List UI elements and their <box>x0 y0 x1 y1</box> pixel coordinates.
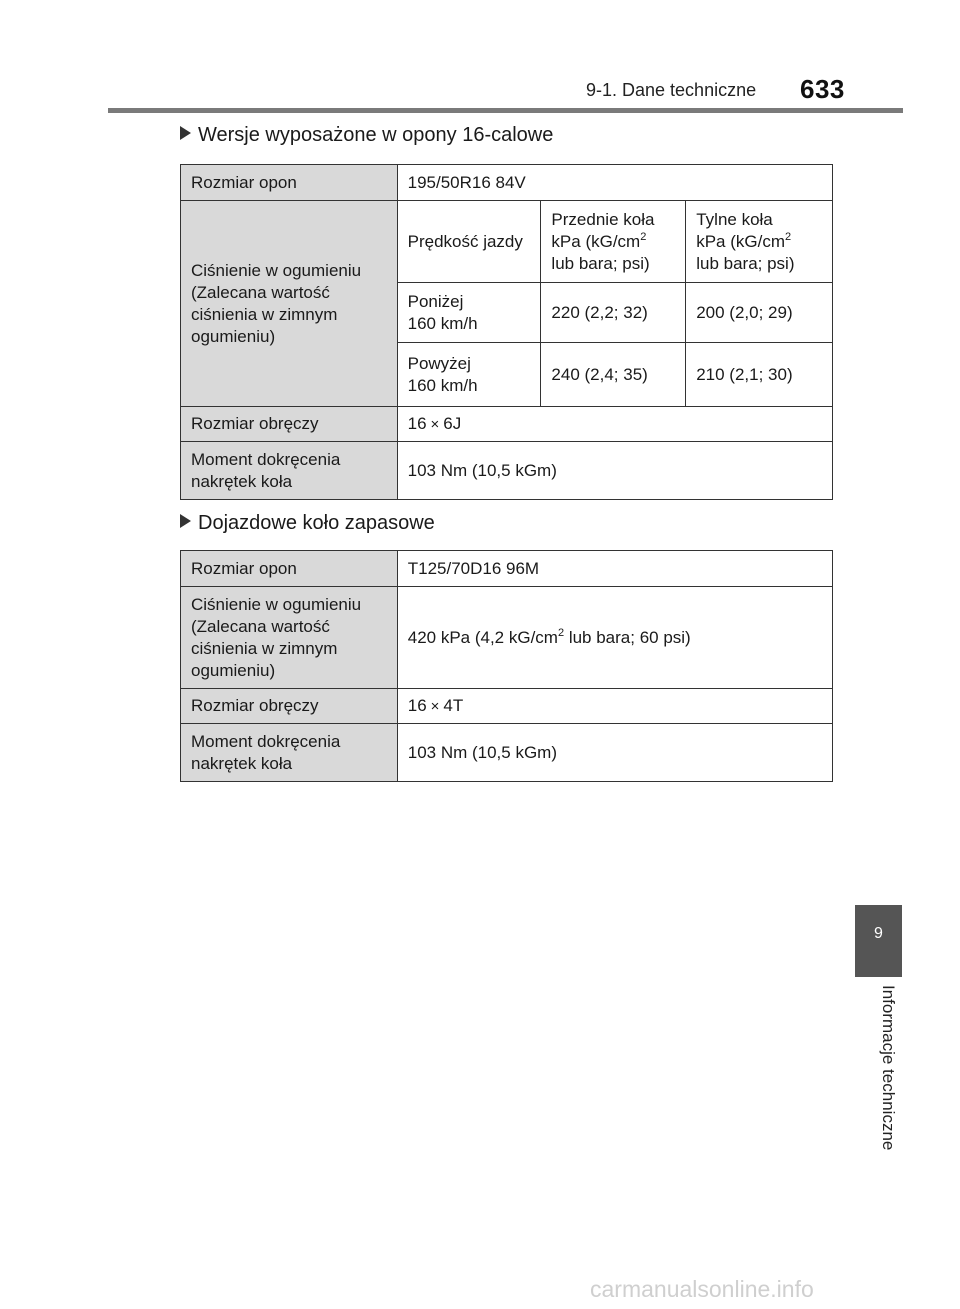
bullet-arrow-icon <box>180 126 191 140</box>
front-pressure-cell: 220 (2,2; 32) <box>541 283 686 343</box>
section-heading-spare-wheel <box>180 512 435 535</box>
pressure-label-line: ogumieniu) <box>191 326 276 346</box>
pressure-text: lub bara; 60 psi) <box>564 627 691 647</box>
pressure-text: 420 kPa (4,2 kG/cm <box>407 627 558 647</box>
superscript: 2 <box>785 230 792 243</box>
rim-size-value <box>397 407 832 442</box>
header-text: kPa (kG/cm <box>696 231 786 251</box>
header-text: kPa (kG/cm <box>551 231 641 251</box>
page-number: 633 <box>800 74 845 104</box>
rim-width: 4T <box>443 695 464 715</box>
torque-label-line: Moment dokręcenia <box>191 731 341 751</box>
speed-line: Powyżej <box>407 353 471 373</box>
tire-spec-table-16-inch <box>180 164 833 500</box>
table-row <box>181 689 833 724</box>
rear-pressure-cell: 200 (2,0; 29) <box>686 283 833 343</box>
table-row <box>181 165 833 201</box>
chapter-number: 9 <box>874 925 883 942</box>
rim-size-label: Rozmiar obręczy <box>181 407 398 442</box>
rim-diameter: 16 <box>407 695 427 715</box>
table-row <box>181 587 833 689</box>
header-line <box>551 231 677 253</box>
speed-header: Prędkość jazdy <box>397 201 541 283</box>
pressure-label-line: ciśnienia w zimnym <box>191 304 338 324</box>
rear-wheels-header <box>686 201 833 283</box>
torque-label-line: nakrętek koła <box>191 753 293 773</box>
chapter-tab <box>855 905 902 977</box>
times-icon: × <box>430 697 440 715</box>
header-rule <box>108 108 903 113</box>
header-line: Przednie koła <box>551 209 655 229</box>
chapter-label <box>878 985 898 1165</box>
speed-cell <box>397 343 541 407</box>
torque-value: 103 Nm (10,5 kGm) <box>397 442 832 500</box>
tire-size-label: Rozmiar opon <box>181 165 398 201</box>
tire-spec-table-spare <box>180 550 833 782</box>
chapter-label-text: Informacje techniczne <box>879 985 898 1151</box>
pressure-value <box>397 587 832 689</box>
tire-size-value: T125/70D16 96M <box>397 551 832 587</box>
rim-diameter: 16 <box>407 413 427 433</box>
pressure-label-line: ogumieniu) <box>191 660 276 680</box>
pressure-label <box>181 201 398 407</box>
speed-line: Poniżej <box>407 291 464 311</box>
rim-size-value <box>397 689 832 724</box>
header-line: lub bara; psi) <box>551 253 650 273</box>
pressure-label <box>181 587 398 689</box>
table-row <box>181 442 833 500</box>
table-row <box>181 724 833 782</box>
superscript: 2 <box>640 230 647 243</box>
times-icon: × <box>430 415 440 433</box>
watermark: carmanualsonline.info <box>590 1276 814 1302</box>
speed-line: 160 km/h <box>407 375 478 395</box>
header-line: lub bara; psi) <box>696 253 795 273</box>
front-pressure-cell: 240 (2,4; 35) <box>541 343 686 407</box>
pressure-label-line: Ciśnienie w ogumieniu <box>191 594 362 614</box>
bullet-arrow-icon <box>180 514 191 528</box>
pressure-label-line: (Zalecana wartość <box>191 616 330 636</box>
rear-pressure-cell: 210 (2,1; 30) <box>686 343 833 407</box>
section-heading-16-inch <box>180 124 553 147</box>
header-line: Tylne koła <box>696 209 773 229</box>
front-wheels-header <box>541 201 686 283</box>
rim-size-label: Rozmiar obręczy <box>181 689 398 724</box>
torque-value: 103 Nm (10,5 kGm) <box>397 724 832 782</box>
torque-label <box>181 724 398 782</box>
tire-size-value: 195/50R16 84V <box>397 165 832 201</box>
table-row <box>181 201 833 283</box>
superscript: 2 <box>557 626 565 639</box>
pressure-label-line: Ciśnienie w ogumieniu <box>191 260 362 280</box>
header-line <box>696 231 824 253</box>
heading-text: Dojazdowe koło zapasowe <box>198 512 435 534</box>
speed-line: 160 km/h <box>407 313 478 333</box>
table-row <box>181 551 833 587</box>
tire-size-label: Rozmiar opon <box>181 551 398 587</box>
rim-width: 6J <box>443 413 462 433</box>
pressure-label-line: (Zalecana wartość <box>191 282 330 302</box>
torque-label <box>181 442 398 500</box>
torque-label-line: Moment dokręcenia <box>191 449 341 469</box>
section-title: 9-1. Dane techniczne <box>586 80 757 100</box>
heading-text: Wersje wyposażone w opony 16-calowe <box>198 124 554 146</box>
speed-cell <box>397 283 541 343</box>
table-row <box>181 407 833 442</box>
pressure-label-line: ciśnienia w zimnym <box>191 638 338 658</box>
torque-label-line: nakrętek koła <box>191 471 293 491</box>
